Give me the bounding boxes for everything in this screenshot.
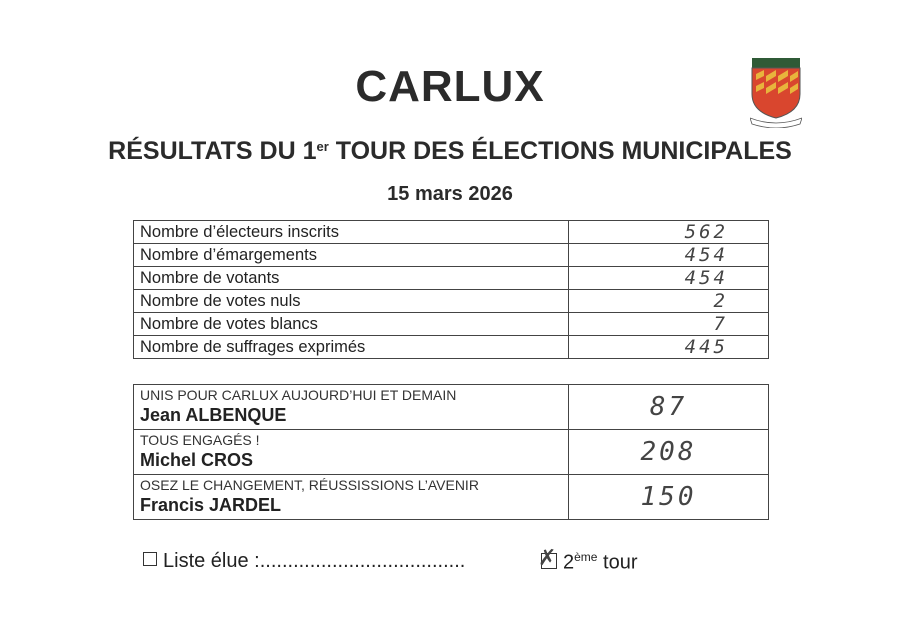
table-row bbox=[134, 313, 769, 336]
stat-value: 454 bbox=[569, 267, 769, 290]
list-votes: 87 bbox=[569, 385, 769, 430]
stat-label: Nombre de suffrages exprimés bbox=[134, 336, 569, 359]
second-round-checkbox[interactable] bbox=[538, 545, 557, 571]
table-row bbox=[134, 336, 769, 359]
commune-title: CARLUX bbox=[355, 62, 545, 111]
stat-value: 2 bbox=[569, 290, 769, 313]
candidate-name: Francis JARDEL bbox=[140, 495, 282, 515]
heading-superscript: er bbox=[316, 139, 329, 154]
candidate-name: Jean ALBENQUE bbox=[140, 405, 287, 425]
check-mark-icon: ✗ bbox=[538, 545, 557, 571]
heading-part-2: TOUR DES ÉLECTIONS MUNICIPALES bbox=[328, 137, 792, 165]
stat-label: Nombre de votants bbox=[134, 267, 569, 290]
turnout-table bbox=[133, 220, 769, 359]
stat-value: 562 bbox=[569, 221, 769, 244]
list-cell bbox=[134, 430, 569, 475]
elected-checkbox[interactable] bbox=[143, 552, 157, 566]
table-row bbox=[134, 244, 769, 267]
second-round-label: tour bbox=[597, 551, 638, 574]
candidate-lists-table bbox=[133, 384, 769, 520]
table-row bbox=[134, 475, 769, 520]
stat-value: 7 bbox=[569, 313, 769, 336]
heading-part-1: RÉSULTATS DU 1 bbox=[108, 137, 317, 165]
table-row bbox=[134, 221, 769, 244]
stat-value: 445 bbox=[569, 336, 769, 359]
stat-label: Nombre de votes blancs bbox=[134, 313, 569, 336]
election-heading bbox=[0, 137, 900, 166]
table-row bbox=[134, 385, 769, 430]
stat-label: Nombre d’émargements bbox=[134, 244, 569, 267]
list-name: TOUS ENGAGÉS ! bbox=[140, 432, 260, 448]
stat-value: 454 bbox=[569, 244, 769, 267]
elected-label: Liste élue :..................................... bbox=[163, 550, 466, 572]
list-cell bbox=[134, 385, 569, 430]
coat-of-arms-logo bbox=[750, 56, 802, 128]
list-name: UNIS POUR CARLUX AUJOURD’HUI ET DEMAIN bbox=[140, 387, 457, 403]
second-round-line bbox=[538, 545, 638, 575]
second-round-superscript: ème bbox=[574, 550, 598, 564]
stat-label: Nombre d’électeurs inscrits bbox=[134, 221, 569, 244]
second-round-number: 2 bbox=[563, 551, 575, 574]
table-row bbox=[134, 430, 769, 475]
elected-list-line bbox=[143, 550, 465, 573]
list-votes: 208 bbox=[569, 430, 769, 475]
candidate-name: Michel CROS bbox=[140, 450, 254, 470]
election-date: 15 mars 2026 bbox=[387, 183, 513, 205]
list-name: OSEZ LE CHANGEMENT, RÉUSSISSIONS L’AVENIR bbox=[140, 477, 479, 493]
list-votes: 150 bbox=[569, 475, 769, 520]
table-row bbox=[134, 290, 769, 313]
list-cell bbox=[134, 475, 569, 520]
stat-label: Nombre de votes nuls bbox=[134, 290, 569, 313]
table-row bbox=[134, 267, 769, 290]
